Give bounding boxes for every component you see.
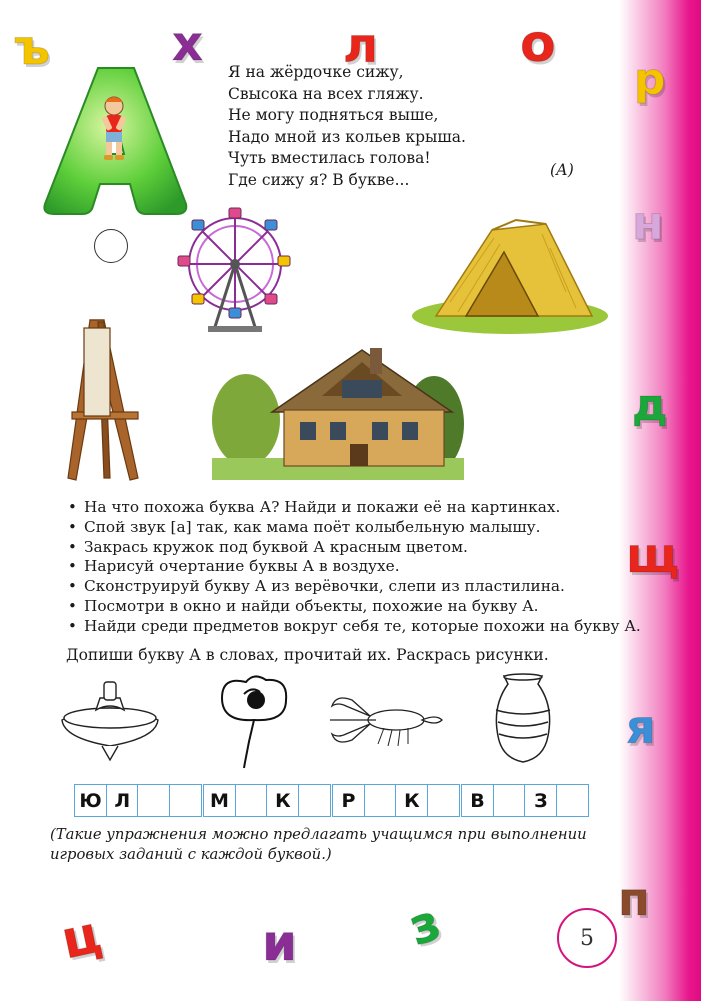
decor-letter: о: [520, 14, 556, 74]
word-cell[interactable]: Р: [332, 784, 365, 817]
house-illustration: [212, 340, 464, 480]
word-cells: [74, 784, 201, 817]
decor-letter: л: [343, 18, 379, 74]
vase-drawing[interactable]: [490, 672, 556, 766]
poem-line: Я на жёрдочке сижу,: [228, 63, 404, 81]
word-cell[interactable]: З: [524, 784, 557, 817]
word-cell[interactable]: [137, 784, 170, 817]
decor-letter: н: [632, 196, 664, 250]
side-gradient-band: [619, 0, 701, 1001]
word-cell[interactable]: В: [461, 784, 494, 817]
instruction-text: Допиши букву А в словах, прочитай их. Раскрась рисунки.: [66, 646, 549, 664]
word-cells: [332, 784, 459, 817]
poem-line: Где сижу я? В букве...: [228, 170, 410, 189]
poem-line: Чуть вместилась голова!: [228, 149, 431, 167]
decor-letter: д: [632, 380, 668, 431]
poem-line: Надо мной из кольев крыша.: [228, 127, 466, 146]
decor-letter: ц: [56, 904, 107, 972]
poem-line: Свысока на всех гляжу.: [228, 84, 424, 103]
decor-letter: х: [172, 16, 203, 72]
ferris-wheel-illustration: [170, 206, 300, 334]
poem-line: Не могу подняться выше,: [228, 106, 439, 124]
decor-letter: я: [626, 700, 656, 754]
task-item: • Спой звук [а] так, как мама поёт колыбельную малышу.: [66, 518, 626, 538]
task-item: • Посмотри в окно и найди объекты, похожие на букву А.: [66, 597, 626, 617]
word-cell[interactable]: [169, 784, 202, 817]
word-cell[interactable]: [298, 784, 331, 817]
task-item: • Сконструируй букву А из верёвочки, слепи из пластилина.: [66, 577, 626, 597]
task-item: • Закрась кружок под буквой А красным цветом.: [66, 538, 626, 558]
word-cell[interactable]: [493, 784, 526, 817]
decor-letter: з: [401, 892, 448, 958]
word-cell[interactable]: [556, 784, 589, 817]
word-cells: [461, 784, 588, 817]
word-cell[interactable]: К: [266, 784, 299, 817]
hay-hut-illustration: [406, 212, 610, 336]
page-number: 5: [557, 908, 617, 968]
decor-letter: щ: [626, 528, 680, 584]
word-cell[interactable]: Ю: [74, 784, 107, 817]
task-item: • Найди среди предметов вокруг себя те, которые похожи на букву А.: [66, 617, 626, 637]
task-item: • Нарисуй очертание буквы А в воздухе.: [66, 557, 626, 577]
crayfish-drawing[interactable]: [326, 680, 446, 760]
poppy-drawing[interactable]: [216, 670, 292, 770]
poem: [228, 62, 588, 191]
spinning-top-drawing[interactable]: [56, 676, 164, 762]
task-list: [66, 498, 641, 637]
word-cell[interactable]: [364, 784, 397, 817]
word-cell[interactable]: Л: [106, 784, 139, 817]
decor-letter: п: [618, 872, 650, 926]
color-circle[interactable]: [94, 229, 128, 263]
big-letter-a-illustration: [38, 62, 192, 222]
decor-letter: ъ: [14, 20, 51, 76]
word-cell[interactable]: К: [395, 784, 428, 817]
decor-letter: и: [262, 914, 298, 972]
teacher-note: (Такие упражнения можно предлагать учащимся при выполнении игровых заданий с каждой буквой.): [50, 826, 587, 863]
easel-illustration: [60, 318, 146, 484]
word-cell[interactable]: [427, 784, 460, 817]
word-cell[interactable]: М: [203, 784, 236, 817]
decor-letter: р: [634, 54, 666, 105]
word-cell[interactable]: [235, 784, 268, 817]
poem-answer: (А): [550, 161, 574, 179]
task-item: • На что похожа буква А? Найди и покажи её на картинках.: [66, 498, 626, 518]
word-cells: [203, 784, 330, 817]
